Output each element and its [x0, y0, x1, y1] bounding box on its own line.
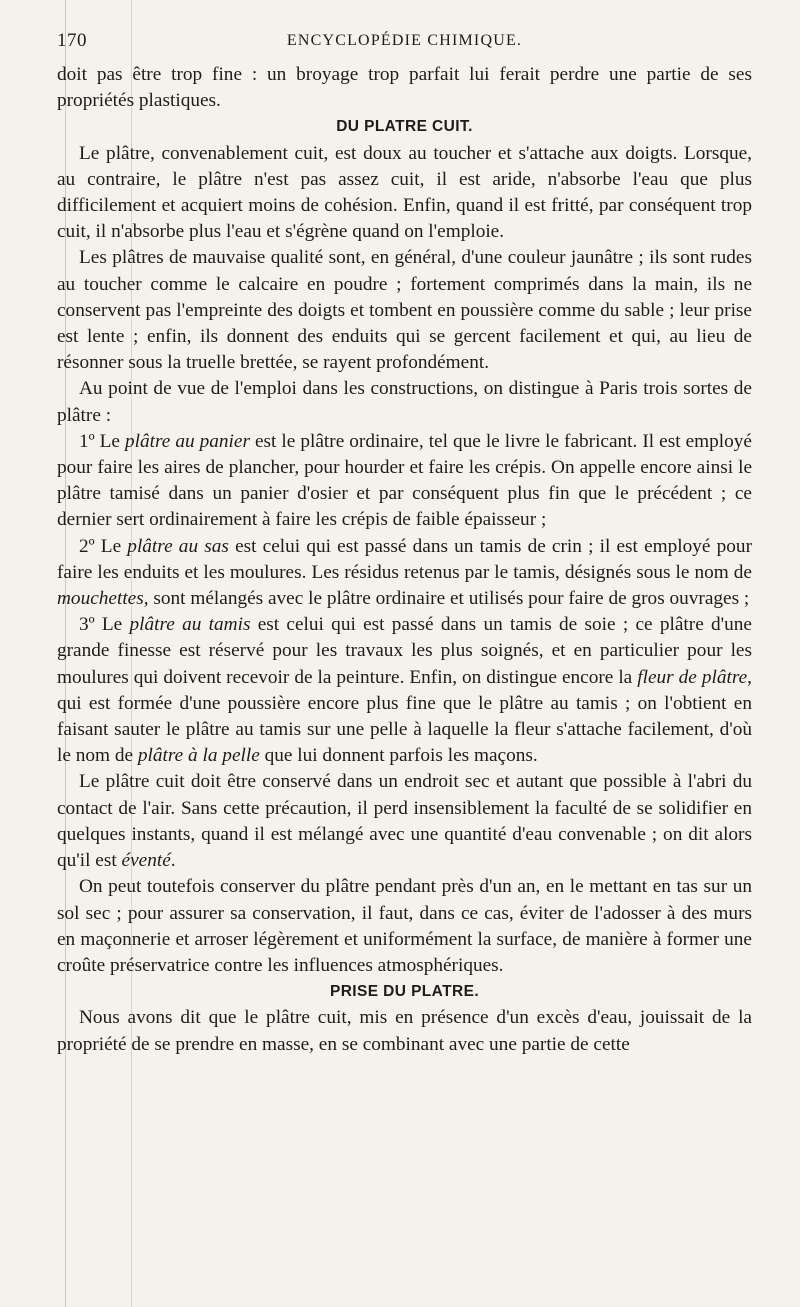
- term: mouchettes: [57, 588, 144, 610]
- text-run: 3º Le: [79, 614, 130, 636]
- term: plâtre au sas: [127, 535, 229, 557]
- list-item-platre-au-tamis: [57, 612, 752, 769]
- section-heading-platre-cuit: DU PLATRE CUIT.: [336, 118, 473, 136]
- page-body: [57, 62, 752, 1058]
- text-run: , sont mélangés avec le plâtre ordinaire et utilisés pour faire de gros ouvrages ;: [143, 588, 750, 610]
- term: plâtre à la pelle: [137, 745, 260, 767]
- text-run: Le plâtre cuit doit être conservé dans un endroit sec et autant que possible à l'abri du contact de l'air. Sans cette précaution, il perd insensiblement la faculté de se solidifier en quelques instants, quand il est mélangé avec une quantité d'eau convenable ; on dit alors qu'il est: [57, 771, 752, 872]
- text-run: est le plâtre ordinaire, tel que le livre le fabricant. Il est employé pour faire les aires de plancher, pour hourder et faire les crépis. On appelle encore ainsi le plâtre tamisé dans un panier d'osier et par conséquent plus fin que le précédent ; ce dernier sert ordinairement à faire les crépis de faible épaisseur ;: [57, 430, 752, 531]
- list-item-platre-au-panier: [57, 429, 752, 534]
- text-run: est celui qui est passé dans un tamis de soie ; ce plâtre d'une grande finesse est réservé pour les travaux les plus soignés, et en particulier pour les moulures qui doivent recevoir de la peinture. Enfin, on distingue encore la: [57, 614, 752, 688]
- text-run: .: [170, 850, 176, 872]
- paragraph: Au point de vue de l'emploi dans les constructions, on distingue à Paris trois sortes de plâtre :: [57, 378, 752, 426]
- paragraph: Les plâtres de mauvaise qualité sont, en général, d'une couleur jaunâtre ; ils sont rudes au toucher comme le calcaire en poudre ; fortement comprimés dans la main, ils ne conservent pas l'empreinte des doigts et tombent en poussière comme du sable ; leur prise est lente ; enfin, ils donnent des enduits qui se gercent facilement et qui, au lieu de résonner sous la truelle brettée, se rayent profondément.: [57, 247, 752, 374]
- paragraph: [57, 769, 752, 874]
- page-header: [57, 30, 752, 58]
- text-run: 1º Le: [79, 430, 125, 452]
- section-heading-prise-du-platre: PRISE DU PLATRE.: [329, 983, 480, 1001]
- paragraph: Nous avons dit que le plâtre cuit, mis en présence d'un excès d'eau, jouissait de la propriété de se prendre en masse, en se combinant avec une partie de cette: [57, 1007, 752, 1055]
- paragraph: Le plâtre, convenablement cuit, est doux au toucher et s'attache aux doigts. Lorsque, au contraire, le plâtre n'est pas assez cuit, il est aride, n'absorbe l'eau que plus difficilement et acquiert moins de cohésion. Enfin, quand il est fritté, par conséquent trop cuit, il n'absorbe plus l'eau et s'égrène quand on l'emploie.: [57, 142, 752, 243]
- text-run: est celui qui est passé dans un tamis de crin ; il est employé pour faire les enduits et les moulures. Les résidus retenus par le tamis, désignés sous le nom de: [57, 535, 752, 583]
- list-item-platre-au-sas: [57, 534, 752, 613]
- text-run: , qui est formée d'une poussière encore plus fine que le plâtre au tamis ; on l'obtient en faisant sauter le plâtre au tamis sur une pelle à laquelle la fleur s'attache facilement, d'où le nom de: [57, 666, 752, 767]
- term: fleur de plâtre: [637, 666, 748, 688]
- paragraph: On peut toutefois conserver du plâtre pendant près d'un an, en le mettant en tas sur un sol sec ; pour assurer sa conservation, il faut, dans ce cas, éviter de l'adosser à des murs en maçonnerie et arroser légèrement et uniformément la surface, de manière à former une croûte préservatrice contre les influences atmosphériques.: [57, 876, 752, 976]
- text-run: 2º Le: [79, 535, 128, 557]
- paragraph-continued: doit pas être trop fine : un broyage trop parfait lui ferait perdre une partie de ses propriétés plastiques.: [57, 64, 752, 112]
- text-run: que lui donnent parfois les maçons.: [259, 745, 538, 767]
- term: plâtre au panier: [124, 430, 250, 452]
- term: plâtre au tamis: [129, 614, 251, 636]
- running-title: ENCYCLOPÉDIE CHIMIQUE.: [286, 32, 523, 49]
- page-number: 170: [57, 30, 87, 51]
- term: éventé: [121, 850, 171, 872]
